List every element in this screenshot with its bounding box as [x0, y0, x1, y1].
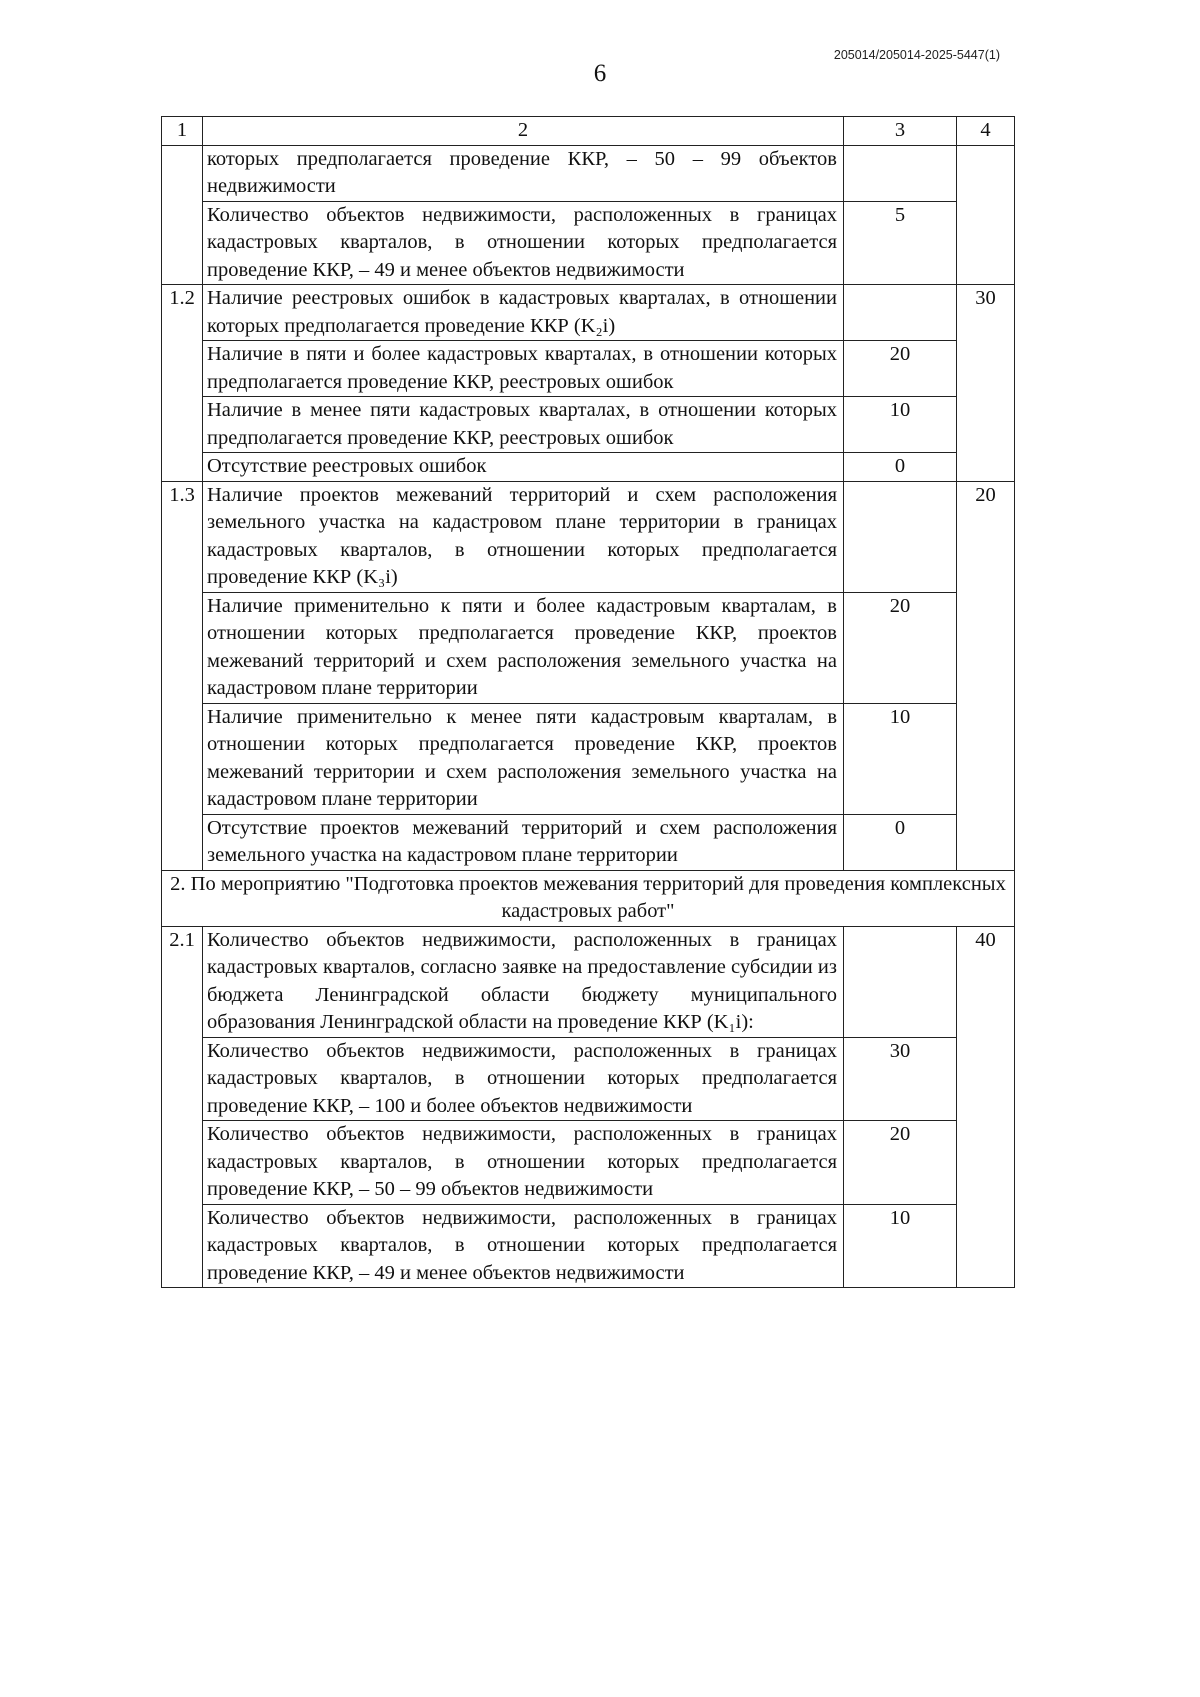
table-row [162, 814, 1015, 870]
criterion-text: Количество объектов недвижимости, расположенных в границах кадастровых кварталов, в отношении которых предполагается проведение ККР, – 100 и более объектов недвижимости [203, 1037, 844, 1121]
criterion-text: Наличие в менее пяти кадастровых кварталах, в отношении которых предполагается проведение ККР, реестровых ошибок [203, 397, 844, 453]
row-number: 1.2 [162, 285, 203, 482]
table-row [162, 1037, 1015, 1121]
score-value [844, 481, 957, 592]
table-row [162, 703, 1015, 814]
table-row [162, 285, 1015, 341]
score-value: 0 [844, 453, 957, 482]
row-number: 2.1 [162, 926, 203, 1288]
header-col-3: 3 [844, 117, 957, 146]
score-value: 20 [844, 1121, 957, 1205]
table-row [162, 397, 1015, 453]
criterion-text: Наличие реестровых ошибок в кадастровых кварталах, в отношении которых предполагается проведение ККР (K₂i) [203, 285, 844, 341]
table-row [162, 453, 1015, 482]
score-value: 20 [844, 592, 957, 703]
criteria-table [161, 116, 1015, 1288]
criterion-text: Отсутствие проектов межеваний территорий и схем расположения земельного участка на кадастровом плане территории [203, 814, 844, 870]
criterion-text: Наличие применительно к менее пяти кадастровым кварталам, в отношении которых предполагается проведение ККР, проектов межеваний территории и схем расположения земельного участка на кадастровом плане территории [203, 703, 844, 814]
score-value [844, 145, 957, 201]
criterion-text: Количество объектов недвижимости, расположенных в границах кадастровых кварталов, в отношении которых предполагается проведение ККР, – 50 – 99 объектов недвижимости [203, 1121, 844, 1205]
page-number: 6 [593, 60, 607, 87]
section-heading-row [162, 870, 1015, 926]
score-value [844, 926, 957, 1037]
row-number [162, 145, 203, 285]
score-value: 10 [844, 397, 957, 453]
table-row [162, 145, 1015, 201]
criterion-text: Количество объектов недвижимости, расположенных в границах кадастровых кварталов, в отношении которых предполагается проведение ККР, – 49 и менее объектов недвижимости [203, 201, 844, 285]
criterion-text: Отсутствие реестровых ошибок [203, 453, 844, 482]
section-title: 2. По мероприятию "Подготовка проектов межевания территорий для проведения комплексных кадастровых работ" [162, 870, 1015, 926]
table-row [162, 201, 1015, 285]
row-number: 1.3 [162, 481, 203, 870]
score-value: 10 [844, 1204, 957, 1288]
score-value: 0 [844, 814, 957, 870]
score-value: 30 [844, 1037, 957, 1121]
weight-value: 20 [957, 481, 1015, 870]
criterion-text: Наличие применительно к пяти и более кадастровым кварталам, в отношении которых предполагается проведение ККР, проектов межеваний территорий и схем расположения земельного участка на кадастровом плане территории [203, 592, 844, 703]
table-header-row [162, 117, 1015, 146]
criterion-text: Наличие в пяти и более кадастровых кварталах, в отношении которых предполагается проведение ККР, реестровых ошибок [203, 341, 844, 397]
score-value: 20 [844, 341, 957, 397]
score-value [844, 285, 957, 341]
criterion-text: Наличие проектов межеваний территорий и схем расположения земельного участка на кадастровом плане территории в границах кадастровых кварталов, в отношении которых предполагается проведение ККР (K₃i) [203, 481, 844, 592]
table-row [162, 926, 1015, 1037]
weight-value: 40 [957, 926, 1015, 1288]
header-col-1: 1 [162, 117, 203, 146]
table-row [162, 1121, 1015, 1205]
table-row [162, 592, 1015, 703]
document-id: 205014/205014-2025-5447(1) [833, 48, 1000, 62]
header-col-4: 4 [957, 117, 1015, 146]
table-row [162, 481, 1015, 592]
table-row [162, 1204, 1015, 1288]
criterion-text: Количество объектов недвижимости, расположенных в границах кадастровых кварталов, в отношении которых предполагается проведение ККР, – 49 и менее объектов недвижимости [203, 1204, 844, 1288]
score-value: 10 [844, 703, 957, 814]
score-value: 5 [844, 201, 957, 285]
table-row [162, 341, 1015, 397]
criterion-text: Количество объектов недвижимости, расположенных в границах кадастровых кварталов, согласно заявке на предоставление субсидии из бюджета Ленинградской области бюджету муниципального образования Ленинградской области на проведение ККР (K₁i): [203, 926, 844, 1037]
criterion-text: которых предполагается проведение ККР, – 50 – 99 объектов недвижимости [203, 145, 844, 201]
header-col-2: 2 [203, 117, 844, 146]
weight-value [957, 145, 1015, 285]
weight-value: 30 [957, 285, 1015, 482]
